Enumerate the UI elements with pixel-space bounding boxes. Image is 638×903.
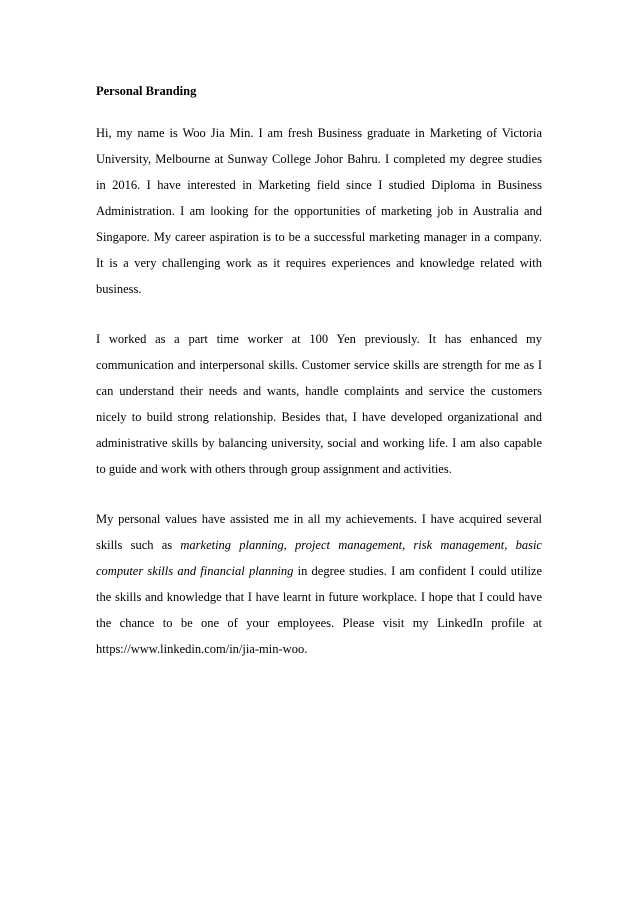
paragraph-personal-values <box>96 506 542 662</box>
document-title: Personal Branding <box>96 84 197 98</box>
paragraph-text-after: in degree studies. I am confident I could utilize the skills and knowledge that I have learnt in future workplace. I hope that I could have the chance to be one of your employees. Please visit my LinkedIn profile at https://www.linkedin.com/in/jia-min-woo. <box>96 564 543 656</box>
document-body <box>96 84 542 686</box>
paragraph-work-experience: I worked as a part time worker at 100 Yen previously. It has enhanced my communication and interpersonal skills. Customer service skills are strength for me as I can understand their needs and wants, handle complaints and service the customers nicely to build strong relationship. Besides that, I have developed organizational and administrative skills by balancing university, social and working life. I am also capable to guide and work with others through group assignment and activities. <box>96 332 542 476</box>
paragraph-introduction: Hi, my name is Woo Jia Min. I am fresh Business graduate in Marketing of Victoria University, Melbourne at Sunway College Johor Bahru. I completed my degree studies in 2016. I have interested in Marketing field since I studied Diploma in Business Administration. I am looking for the opportunities of marketing job in Australia and Singapore. My career aspiration is to be a successful marketing manager in a company. It is a very challenging work as it requires experiences and knowledge related with business. <box>96 126 542 296</box>
skills-list-italic: marketing planning, project management, risk management, basic computer skills and financial planning <box>96 538 542 578</box>
paragraph-text-before: My personal values have assisted me in all my achievements. I have acquired several skills such as <box>96 512 542 552</box>
